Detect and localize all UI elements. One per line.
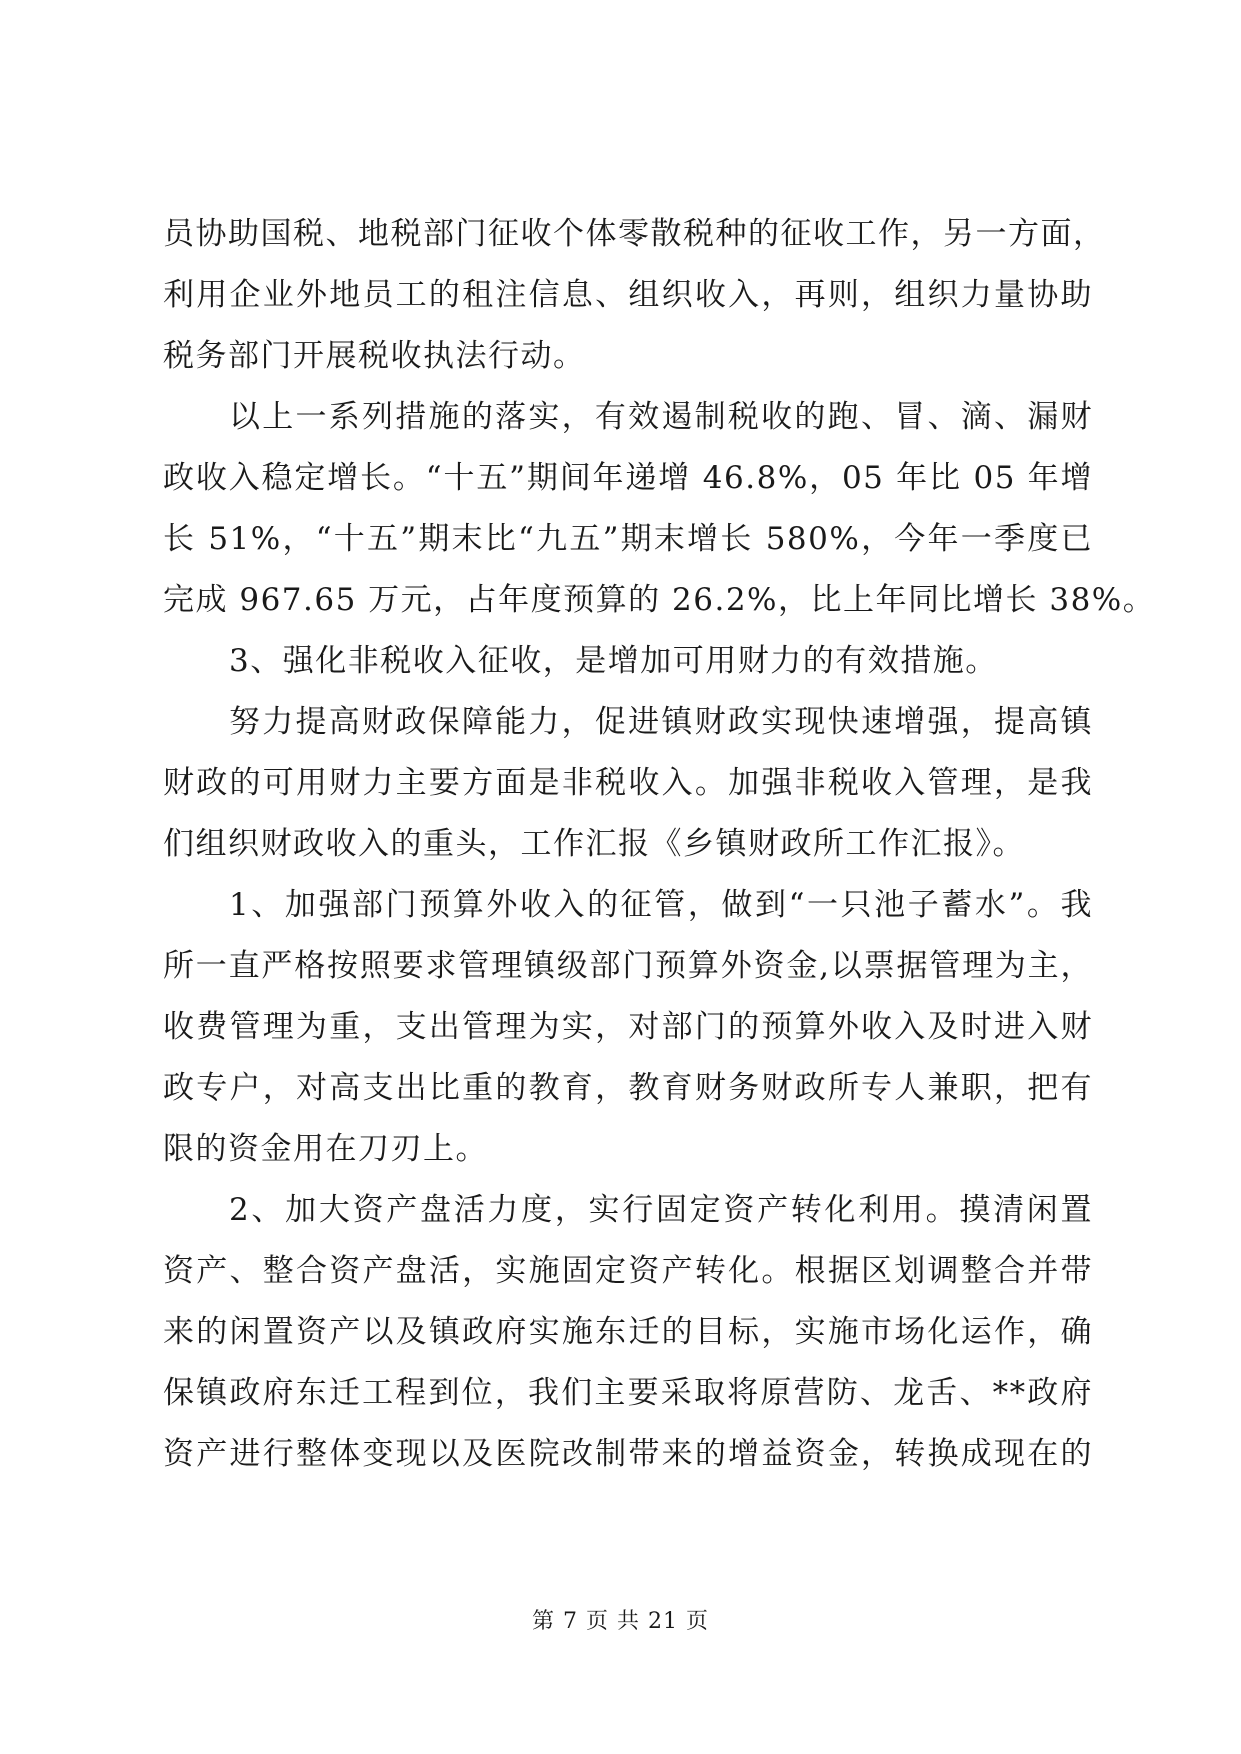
text-line: 限的资金用在刀刃上。	[163, 1131, 488, 1167]
page-footer	[0, 1607, 1241, 1637]
text-line: 以上一系列措施的落实，有效遏制税收的跑、冒、滴、漏财	[229, 399, 1093, 435]
text-line: 2、加大资产盘活力度，实行固定资产转化利用。摸清闲置	[229, 1192, 1093, 1228]
text-line: 资产、整合资产盘活，实施固定资产转化。根据区划调整合并带	[163, 1253, 1093, 1289]
text-line: 3、强化非税收入征收，是增加可用财力的有效措施。	[229, 643, 998, 679]
text-line: 政收入稳定增长。“十五”期间年递增 46.8%，05 年比 05 年增	[163, 460, 1093, 496]
text-line: 完成 967.65 万元，占年度预算的 26.2%，比上年同比增长 38%。	[163, 582, 1156, 618]
text-line: 来的闲置资产以及镇政府实施东迁的目标，实施市场化运作，确	[163, 1314, 1093, 1350]
text-line: 保镇政府东迁工程到位，我们主要采取将原营防、龙舌、**政府	[163, 1375, 1093, 1411]
text-line: 税务部门开展税收执法行动。	[163, 338, 586, 374]
text-line: 长 51%，“十五”期末比“九五”期末增长 580%，今年一季度已	[163, 521, 1093, 557]
text-line: 利用企业外地员工的租注信息、组织收入，再则，组织力量协助	[163, 277, 1093, 313]
text-line: 员协助国税、地税部门征收个体零散税种的征收工作，另一方面，	[163, 216, 1106, 252]
text-line: 政专户，对高支出比重的教育，教育财务财政所专人兼职，把有	[163, 1070, 1093, 1106]
body-text	[163, 204, 1156, 1485]
text-line: 1、加强部门预算外收入的征管，做到“一只池子蓄水”。我	[229, 887, 1093, 923]
text-line: 所一直严格按照要求管理镇级部门预算外资金,以票据管理为主，	[163, 948, 1093, 984]
text-line: 资产进行整体变现以及医院改制带来的增益资金，转换成现在的	[163, 1436, 1093, 1472]
text-line: 收费管理为重，支出管理为实，对部门的预算外收入及时进入财	[163, 1009, 1093, 1045]
page-number-label: 第 7 页 共 21 页	[532, 1609, 709, 1634]
text-line: 们组织财政收入的重头，工作汇报《乡镇财政所工作汇报》。	[163, 826, 1025, 862]
text-line: 财政的可用财力主要方面是非税收入。加强非税收入管理，是我	[163, 765, 1093, 801]
text-line: 努力提高财政保障能力，促进镇财政实现快速增强，提高镇	[229, 704, 1093, 740]
